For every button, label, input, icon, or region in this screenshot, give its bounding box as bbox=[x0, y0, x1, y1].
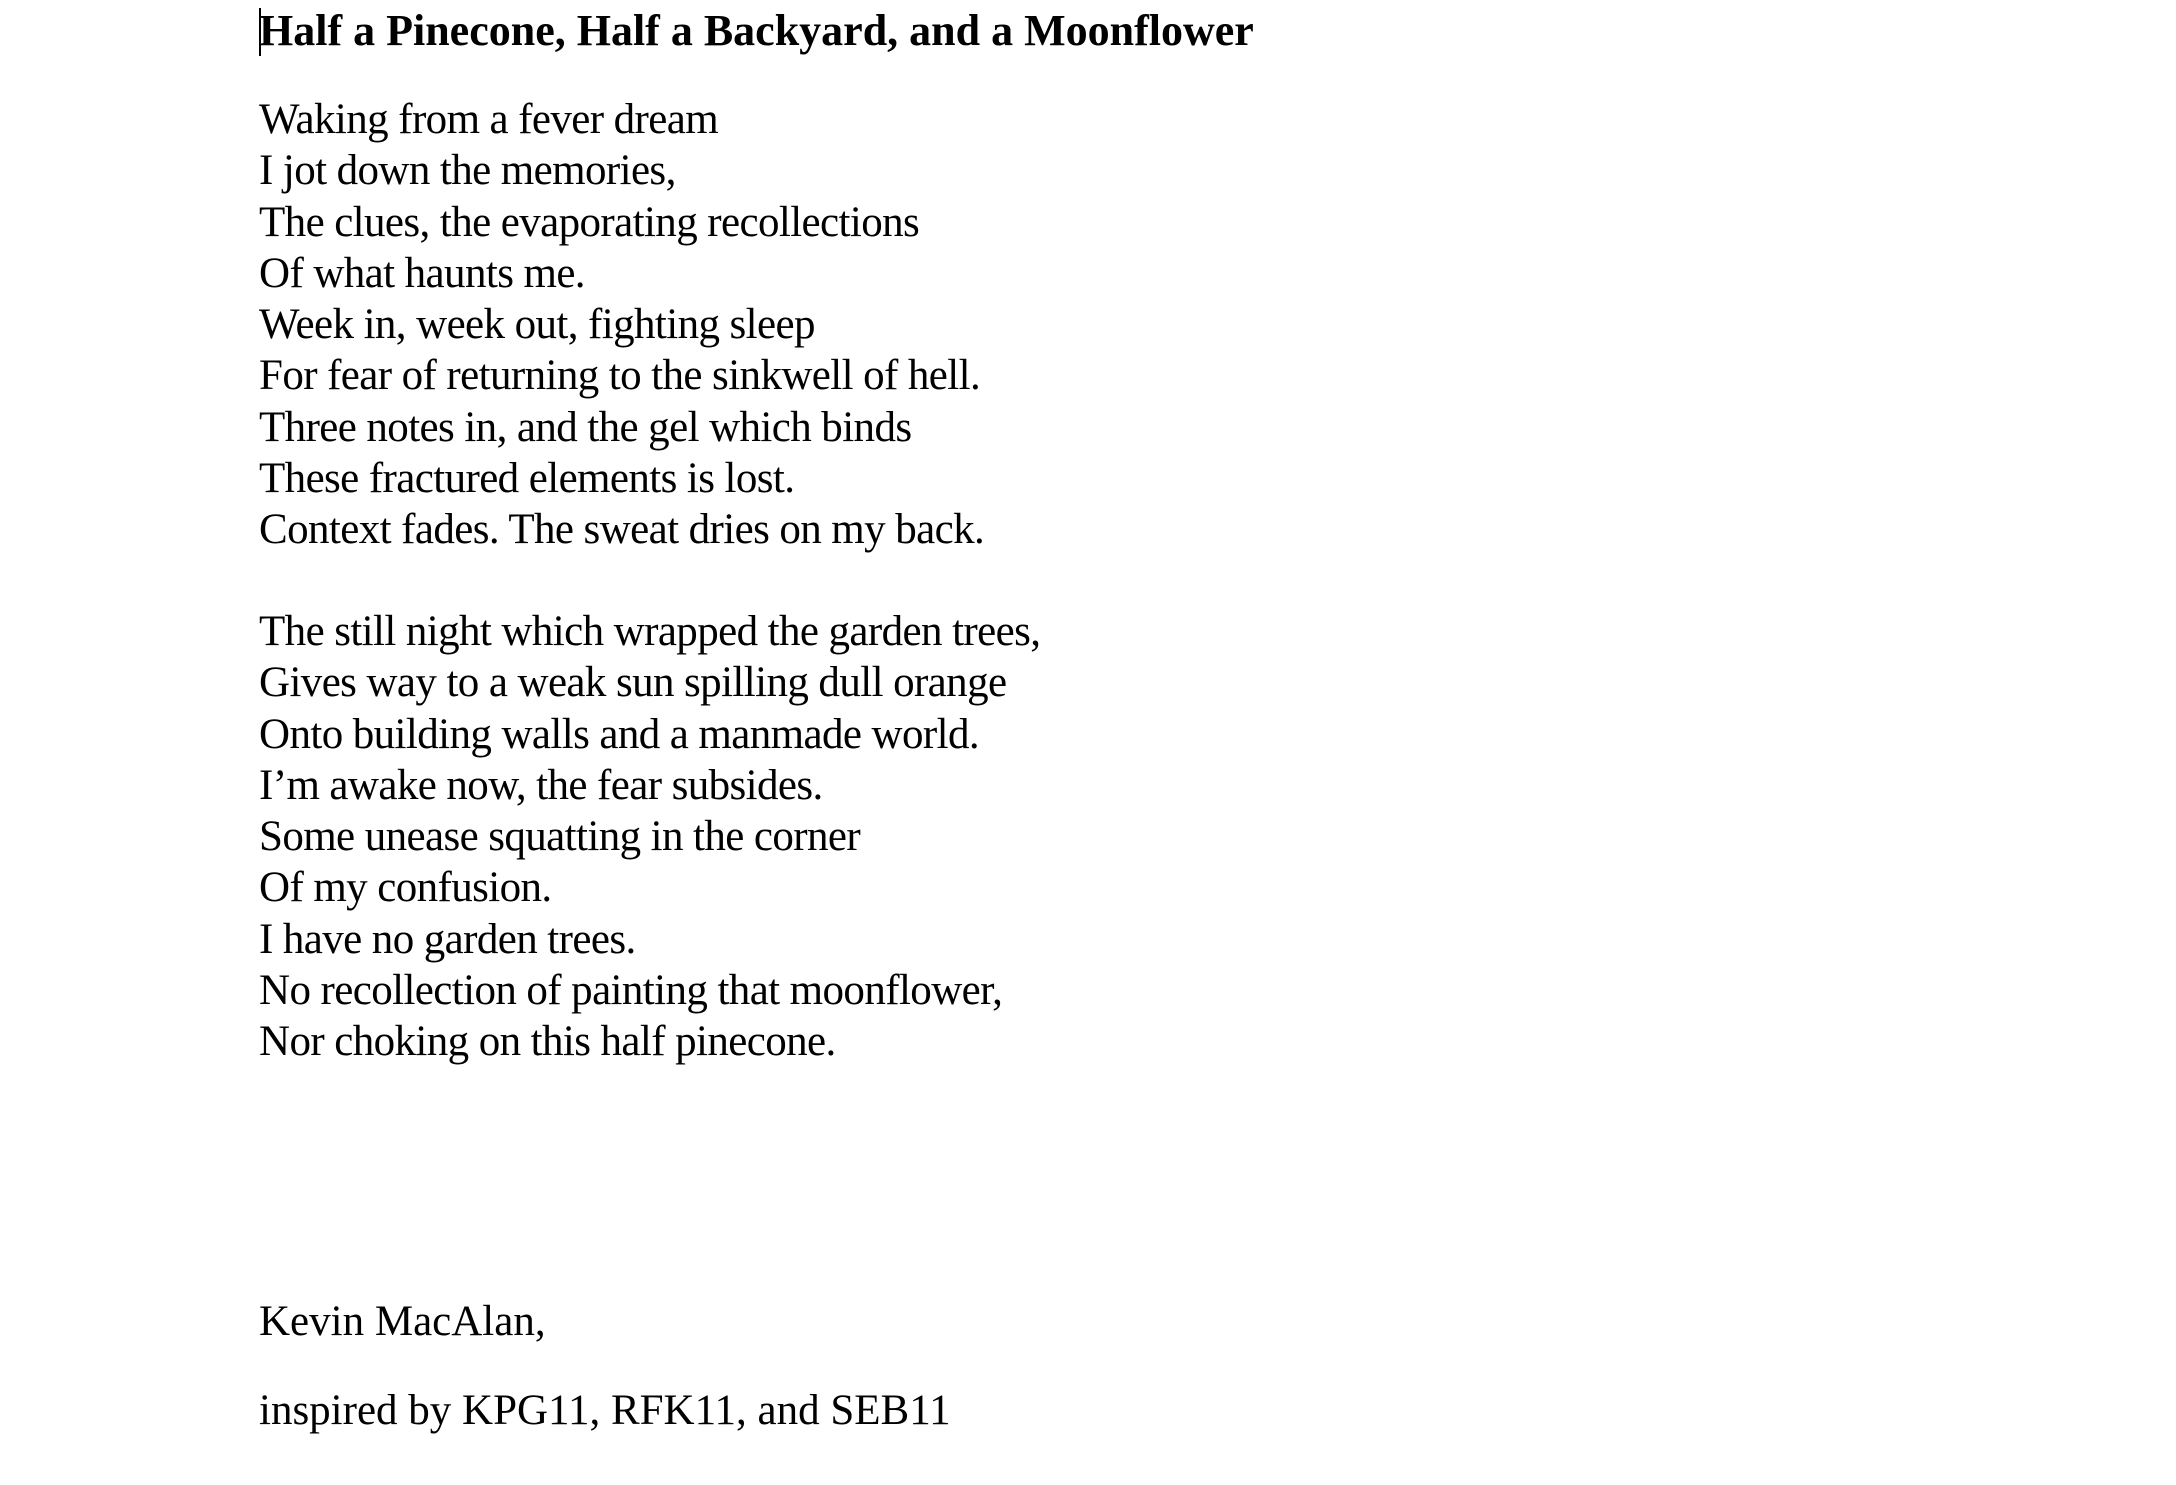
poem-line[interactable]: Of my confusion. bbox=[259, 864, 552, 912]
poem-line[interactable]: Week in, week out, fighting sleep bbox=[259, 301, 815, 349]
poem-line[interactable]: These fractured elements is lost. bbox=[259, 455, 795, 503]
poem-line[interactable]: I have no garden trees. bbox=[259, 915, 636, 963]
poem-line[interactable]: I jot down the memories, bbox=[259, 147, 676, 195]
document-page[interactable] bbox=[259, 0, 2059, 1485]
poem-line[interactable]: Waking from a fever dream bbox=[259, 96, 719, 143]
stanza-1 bbox=[259, 94, 984, 556]
poem-line[interactable]: Onto building walls and a manmade world. bbox=[259, 710, 979, 758]
poem-line[interactable]: Gives way to a weak sun spilling dull orange bbox=[259, 659, 1007, 707]
poem-line[interactable]: The still night which wrapped the garden trees, bbox=[259, 608, 1041, 655]
poem-line[interactable]: Nor choking on this half pinecone. bbox=[259, 1018, 836, 1066]
poem-line[interactable]: Three notes in, and the gel which binds bbox=[259, 403, 912, 451]
poem-line[interactable]: I’m awake now, the fear subsides. bbox=[259, 761, 823, 809]
stanza-2 bbox=[259, 606, 1040, 1068]
author-name[interactable]: Kevin MacAlan, bbox=[259, 1298, 546, 1345]
poem-line[interactable]: No recollection of painting that moonflower, bbox=[259, 967, 1003, 1015]
poem-line[interactable]: Of what haunts me. bbox=[259, 249, 585, 297]
poem-line[interactable]: Some unease squatting in the corner bbox=[259, 813, 861, 861]
poem-line[interactable]: For fear of returning to the sinkwell of hell. bbox=[259, 352, 981, 400]
inspiration-credit[interactable]: inspired by KPG11, RFK11, and SEB11 bbox=[259, 1387, 951, 1434]
poem-line[interactable]: Context fades. The sweat dries on my back. bbox=[259, 506, 985, 554]
poem-title[interactable]: Half a Pinecone, Half a Backyard, and a Moonflower bbox=[259, 6, 1254, 55]
poem-line[interactable]: The clues, the evaporating recollections bbox=[259, 198, 920, 246]
